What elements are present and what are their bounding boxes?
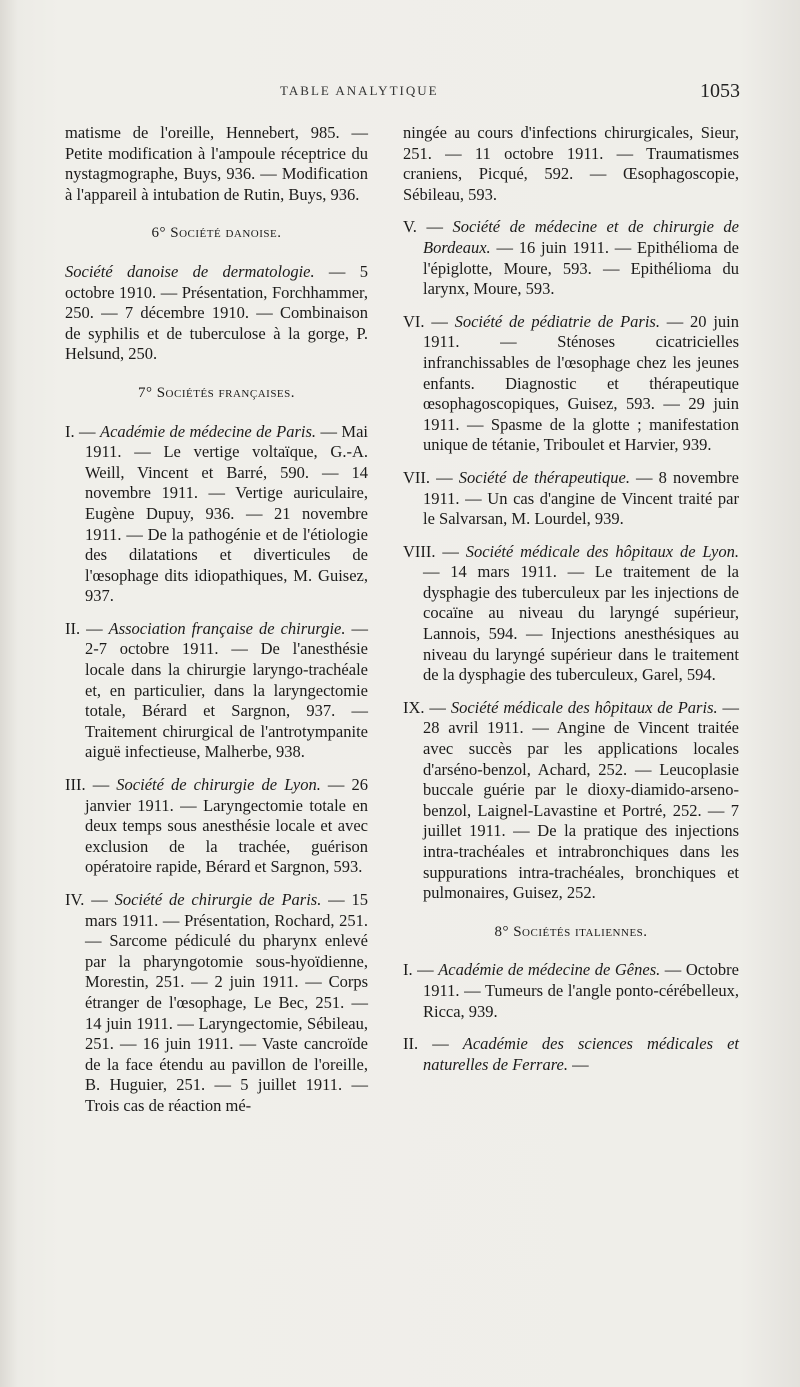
entry-danish-dermatology <box>65 262 368 365</box>
entry-text: — Octobre 1911. — Tumeurs de l'angle ponto-cérébelleux, Ricca, 939. <box>423 960 739 1021</box>
entry-chirurgie-paris <box>65 890 368 1117</box>
entry-number: I. — <box>65 421 100 441</box>
running-title: TABLE ANALYTIQUE <box>280 83 439 98</box>
entry-text: — 2-7 octobre 1911. — De l'anesthésie locale dans la chirurgie laryngo-trachéale et, en particulier, dans la laryngectomie totale, Bérard et Sargnon, 937. — Traitement chirurgical de l'antrotympanite aiguë infectieuse, Malherbe, 938. <box>85 618 368 762</box>
right-column <box>403 123 739 1087</box>
entry-number: VII. — <box>403 467 459 487</box>
section-heading-text: 6° Société danoise. <box>151 225 282 242</box>
entry-number: VI. — <box>403 311 455 331</box>
entry-academie-ferrare <box>403 1034 739 1075</box>
section-heading-text: 7° Sociétés françaises. <box>137 384 296 401</box>
entry-academie-genes <box>403 960 739 1022</box>
entry-number: IV. — <box>65 890 115 909</box>
entry-text: — 28 avril 1911. — Angine de Vincent traitée avec succès par les applications locales d'arséno-benzol, Achard, 252. — Leucoplasie buccale guérie par le dioxy-diamido-arseno-benzol, Laignel-Lavastine et Portré, 252. — 7 juillet 1911. — De la pratique des injections intra-trachéales et intrabronchiques dans les suppurations intra-trachéales, bronchiques et pulmonaires, Guisez, 252. <box>423 697 740 903</box>
entry-chirurgie-lyon <box>65 775 368 878</box>
entry-number: V. — <box>403 217 453 237</box>
entry-title: Académie des sciences médicales et naturelles de Ferrare. <box>423 1034 739 1074</box>
entry-text: — 5 octobre 1910. — Présentation, Forchhammer, 250. — 7 décembre 1910. — Combinaison de syphilis et de tuberculose à la gorge, P. Helsund, 250. <box>65 261 368 364</box>
entry-title: Société de médecine et de chirurgie de Bordeaux. <box>423 217 739 257</box>
entry-title: Société médicale des hôpitaux de Paris. <box>450 697 718 717</box>
entry-association-chirurgie <box>65 619 368 763</box>
entry-number: IX. — <box>403 697 451 717</box>
entry-title: Société de chirurgie de Paris. <box>114 890 322 909</box>
entry-number: I. — <box>403 960 439 980</box>
entry-number: III. — <box>65 775 117 795</box>
section-heading-text: 8° Sociétés italiennes. <box>494 923 648 940</box>
entry-pediatrie-paris <box>403 312 739 456</box>
entry-therapeutique <box>403 468 739 530</box>
entry-text: — 26 janvier 1911. — Laryngectomie totale en deux temps sous anesthésie locale et avec exclusion de la trachée, guérison opératoire rapide, Bérard et Sargnon, 593. <box>85 775 369 877</box>
entry-text: — 16 juin 1911. — Epithélioma de l'épiglotte, Moure, 593. — Epithélioma du larynx, Moure, 593. <box>423 237 739 299</box>
entry-text: — 20 juin 1911. — Sténoses cicatricielles infranchissables de l'œsophage chez les jeunes enfants. Diagnostic et thérapeutique œsophagoscopiques, Guisez, 593. — 29 juin 1911. — Spasme de la glotte ; manifestation unique de tétanie, Triboulet et Harvier, 939. <box>423 311 739 455</box>
entry-title: Société de chirurgie de Lyon. <box>116 775 321 795</box>
entry-hopitaux-lyon <box>403 542 739 686</box>
entry-number: II. — <box>403 1034 463 1054</box>
left-column <box>65 123 368 1129</box>
section-heading-italian-societies <box>403 922 739 943</box>
entry-title: Société médicale des hôpitaux de Lyon. <box>465 541 740 561</box>
entry-hopitaux-paris <box>403 698 739 904</box>
entry-title: Académie de médecine de Paris. <box>99 421 317 441</box>
entry-title: Association française de chirurgie. <box>108 618 346 638</box>
entry-text: — 8 novembre 1911. — Un cas d'angine de Vincent traité par le Salvarsan, M. Lourdel, 939. <box>423 467 740 529</box>
section-heading-danish-society <box>65 223 368 244</box>
entry-title: Société de thérapeutique. <box>458 467 630 487</box>
page-header <box>280 80 740 106</box>
page-number: 1053 <box>700 80 740 102</box>
continued-entry: ningée au cours d'infections chirurgicales, Sieur, 251. — 11 octobre 1911. — Traumatismes craniens, Picqué, 592. — Œsophagoscopie, Sébileau, 593. <box>403 123 739 204</box>
entry-number: II. — <box>65 618 109 638</box>
entry-academie-medecine-paris <box>65 422 368 607</box>
entry-title: Société danoise de dermatologie. <box>65 261 315 281</box>
continued-entry: matisme de l'oreille, Hennebert, 985. — Petite modification à l'ampoule réceptrice du nystagmographe, Buys, 936. — Modification à l'appareil à intubation de Rutin, Buys, 936. <box>65 123 368 204</box>
entry-medecine-bordeaux <box>403 217 739 299</box>
entry-text: — 14 mars 1911. — Le traitement de la dysphagie des tuberculeux par les injections de cocaïne au niveau du laryngé supérieur, Lannois, 594. — Injections anesthésiques au niveau du laryngé supérieur dans le traitement de la dysphagie des tuberculeux, Garel, 594. <box>423 562 739 685</box>
entry-number: VIII. — <box>403 541 466 561</box>
entry-text: — <box>567 1054 589 1074</box>
entry-text: — Mai 1911. — Le vertige voltaïque, G.-A. Weill, Vincent et Barré, 590. — 14 novembre 1911. — Vertige auriculaire, Eugène Dupuy, 936. — 21 novembre 1911. — De la pathogénie et de l'étiologie des dilatations et diverticules de l'œsophage dits idiopathiques, M. Guisez, 937. <box>85 421 368 606</box>
entry-text: — 15 mars 1911. — Présentation, Rochard, 251. — Sarcome pédiculé du pharynx enlevé par la pharyngotomie sous-hyoïdienne, Morestin, 251. — 2 juin 1911. — Corps étranger de l'œsophage, Le Bec, 251. — 14 juin 1911. — Laryngectomie, Sébileau, 251. — 16 juin 1911. — Vaste cancroïde de la face étendu au pavillon de l'oreille, B. Huguier, 251. — 5 juillet 1911. — Trois cas de réaction mé- <box>85 890 368 1115</box>
section-heading-french-societies <box>65 383 368 404</box>
entry-title: Académie de médecine de Gênes. <box>438 960 661 980</box>
entry-title: Société de pédiatrie de Paris. <box>454 311 660 331</box>
